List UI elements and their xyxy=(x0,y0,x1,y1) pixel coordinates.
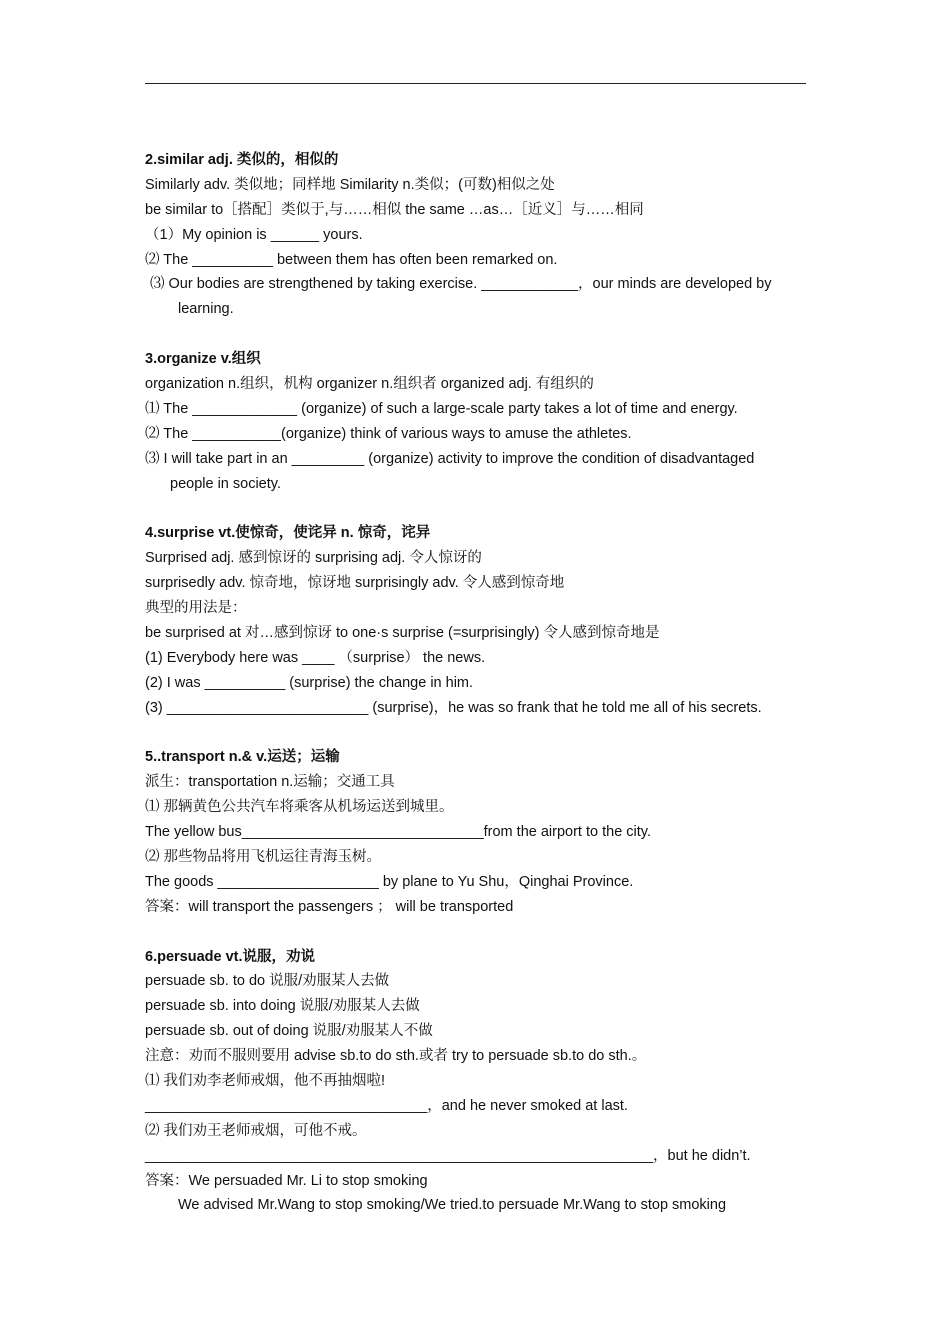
section-title: 3.organize v.组织 xyxy=(145,351,261,368)
spacer xyxy=(145,721,807,746)
section-title: 4.surprise vt.使惊奇，使诧异 n. 惊奇，诧异 xyxy=(145,525,431,542)
exercise-line: The goods ____________________ by plane to Yu Shu，Qinghai Province. xyxy=(145,873,634,890)
usage-line: persuade sb. out of doing 说服/劝服某人不做 xyxy=(145,1023,433,1040)
spacer xyxy=(145,920,807,945)
spacer xyxy=(145,322,807,347)
exercise-line: (3) _________________________ (surprise)，he was so frank that he told me all of his secrets. xyxy=(145,699,762,716)
usage-heading: 典型的用法是： xyxy=(145,600,247,617)
word-forms-line: surprisedly adv. 惊奇地，惊讶地 surprisingly adv. 令人感到惊奇地 xyxy=(145,575,565,592)
word-forms-line: organization n.组织，机构 organizer n.组织者 organized adj. 有组织的 xyxy=(145,376,594,393)
section-title: 5..transport n.& v.运送；运输 xyxy=(145,749,340,766)
exercise-line: ⑶ Our bodies are strengthened by taking exercise. ____________，our minds are developed by learning. xyxy=(150,276,772,318)
exercise-prompt: ⑴ 那辆黄色公共汽车将乘客从机场运送到城里。 xyxy=(145,799,454,816)
section-organize xyxy=(145,347,807,496)
exercise-line: ⑴ The _____________ (organize) of such a large-scale party takes a lot of time and energy. xyxy=(145,400,738,417)
usage-line: be similar to［搭配］类似于,与……相似 the same …as…［近义］与……相同 xyxy=(145,201,644,218)
exercise-line: ⑵ The ___________(organize) think of various ways to amuse the athletes. xyxy=(145,425,632,442)
exercise-line: (1) Everybody here was ____ （surprise） the news. xyxy=(145,649,486,666)
word-forms-line: Surprised adj. 感到惊讶的 surprising adj. 令人惊讶的 xyxy=(145,550,482,567)
exercise-line: _______________________________________________________________，but he didn’t. xyxy=(145,1147,751,1164)
section-surprise xyxy=(145,521,807,720)
exercise-prompt: ⑴ 我们劝李老师戒烟，他不再抽烟啦! xyxy=(145,1072,386,1089)
section-persuade xyxy=(145,945,807,1219)
note-line: 注意：劝而不服则要用 advise sb.to do sth.或者 try to persuade sb.to do sth.。 xyxy=(145,1048,647,1065)
usage-line: persuade sb. into doing 说服/劝服某人去做 xyxy=(145,998,420,1015)
section-title: 2.similar adj. 类似的，相似的 xyxy=(145,152,339,168)
header-rule xyxy=(145,83,806,84)
section-title: 6.persuade vt.说服，劝说 xyxy=(145,948,316,965)
exercise-line: ⑵ The __________ between them has often been remarked on. xyxy=(145,251,558,268)
exercise-line: (2) I was __________ (surprise) the change in him. xyxy=(145,674,474,691)
word-forms-line: Similarly adv. 类似地；同样地 Similarity n.类似；(可数)相似之处 xyxy=(145,176,555,193)
exercise-prompt: ⑵ 我们劝王老师戒烟，可他不戒。 xyxy=(145,1122,367,1139)
answer-line: 答案：will transport the passengers ； will be transported xyxy=(145,898,514,915)
answer-line: 答案：We persuaded Mr. Li to stop smoking xyxy=(145,1172,428,1189)
exercise-line: The yellow bus______________________________from the airport to the city. xyxy=(145,824,651,841)
answer-line-continued: We advised Mr.Wang to stop smoking/We tried.to persuade Mr.Wang to stop smoking xyxy=(178,1197,727,1214)
derivation-line: 派生：transportation n.运输；交通工具 xyxy=(145,774,395,791)
exercise-line: ⑶ I will take part in an _________ (organize) activity to improve the condition of disadvantaged xyxy=(145,450,755,467)
exercise-prompt: ⑵ 那些物品将用飞机运往青海玉树。 xyxy=(145,848,382,865)
usage-line: persuade sb. to do 说服/劝服某人去做 xyxy=(145,973,390,990)
section-similar xyxy=(145,148,807,322)
spacer xyxy=(145,497,807,522)
section-transport xyxy=(145,745,807,919)
document-body xyxy=(145,148,807,1218)
usage-line: be surprised at 对…感到惊讶 to one·s surprise (=surprisingly) 令人感到惊奇地是 xyxy=(145,624,660,641)
exercise-line: （1）My opinion is ______ yours. xyxy=(145,226,363,243)
exercise-line: ___________________________________，and he never smoked at last. xyxy=(145,1097,628,1114)
exercise-line-continued: people in society. xyxy=(170,475,281,492)
